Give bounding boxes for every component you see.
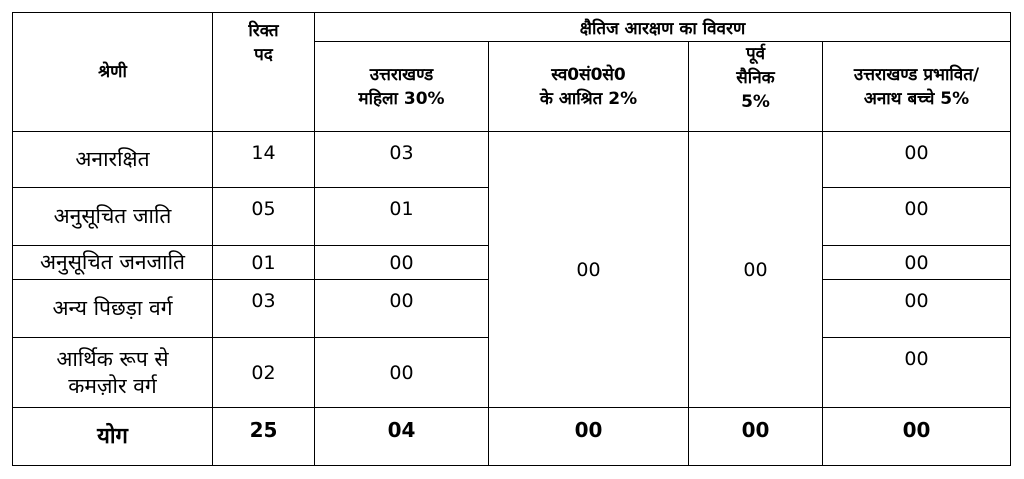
- category-text-line2: कमज़ोर वर्ग: [68, 373, 157, 398]
- row-women: 03: [315, 132, 489, 188]
- row-vacant: 05: [213, 188, 315, 246]
- row-vacant: 14: [213, 132, 315, 188]
- row-orphans: 00: [823, 132, 1011, 188]
- header-women: [315, 42, 489, 132]
- header-category: [13, 13, 213, 132]
- row-vacant: 01: [213, 246, 315, 280]
- row-orphans: 00: [823, 280, 1011, 338]
- category-text: अनुसूचित जाति: [53, 204, 172, 228]
- row-category: [13, 188, 213, 246]
- category-text: अनुसूचित जनजाति: [40, 250, 185, 274]
- header-ex-line3: 5%: [741, 92, 770, 112]
- table-row: [13, 132, 1011, 188]
- header-freedom-line1: स्व0सं0से0: [551, 64, 626, 85]
- header-horizontal-reservation: [315, 13, 1011, 42]
- row-vacant: 02: [213, 338, 315, 408]
- row-orphans: 00: [823, 246, 1011, 280]
- category-text: अनारक्षित: [75, 147, 150, 171]
- header-horizontal-reservation-label: क्षैतिज आरक्षण का विवरण: [579, 18, 746, 39]
- merged-freedom-fighter: 00: [489, 132, 689, 408]
- reservation-table: [12, 12, 1011, 466]
- row-women: 00: [315, 246, 489, 280]
- header-freedom-fighter: [489, 42, 689, 132]
- row-women: 00: [315, 338, 489, 408]
- total-freedom: 00: [489, 408, 689, 466]
- header-vacant-line1: रिक्त: [248, 21, 279, 41]
- row-category: [13, 338, 213, 408]
- row-women: 01: [315, 188, 489, 246]
- row-category: [13, 280, 213, 338]
- total-vacant: 25: [213, 408, 315, 466]
- header-women-line1: उत्तराखण्ड: [369, 64, 434, 85]
- row-category: [13, 132, 213, 188]
- total-women: 04: [315, 408, 489, 466]
- merged-ex-servicemen: 00: [689, 132, 823, 408]
- header-ex-line1: पूर्व: [745, 44, 766, 64]
- row-vacant: 03: [213, 280, 315, 338]
- header-freedom-line2: के आश्रित 2%: [539, 88, 638, 109]
- row-women: 00: [315, 280, 489, 338]
- row-category: [13, 246, 213, 280]
- header-orphans-line1: उत्तराखण्ड प्रभावित/: [853, 64, 980, 85]
- header-vacant-posts: [213, 13, 315, 132]
- header-women-line2: महिला 30%: [358, 88, 445, 109]
- header-orphans-line2: अनाथ बच्चे 5%: [863, 88, 970, 109]
- header-vacant-line2: पद: [254, 45, 273, 65]
- header-ex-servicemen: [689, 42, 823, 132]
- category-text-line1: आर्थिक रूप से: [56, 346, 169, 371]
- total-row: [13, 408, 1011, 466]
- total-orphans: 00: [823, 408, 1011, 466]
- total-label: योग: [13, 408, 213, 466]
- category-text: अन्य पिछड़ा वर्ग: [52, 296, 173, 320]
- total-ex-servicemen: 00: [689, 408, 823, 466]
- header-category-label: श्रेणी: [98, 62, 127, 82]
- row-orphans: 00: [823, 188, 1011, 246]
- header-orphans: [823, 42, 1011, 132]
- row-orphans: 00: [823, 338, 1011, 408]
- header-ex-line2: सैनिक: [736, 68, 775, 88]
